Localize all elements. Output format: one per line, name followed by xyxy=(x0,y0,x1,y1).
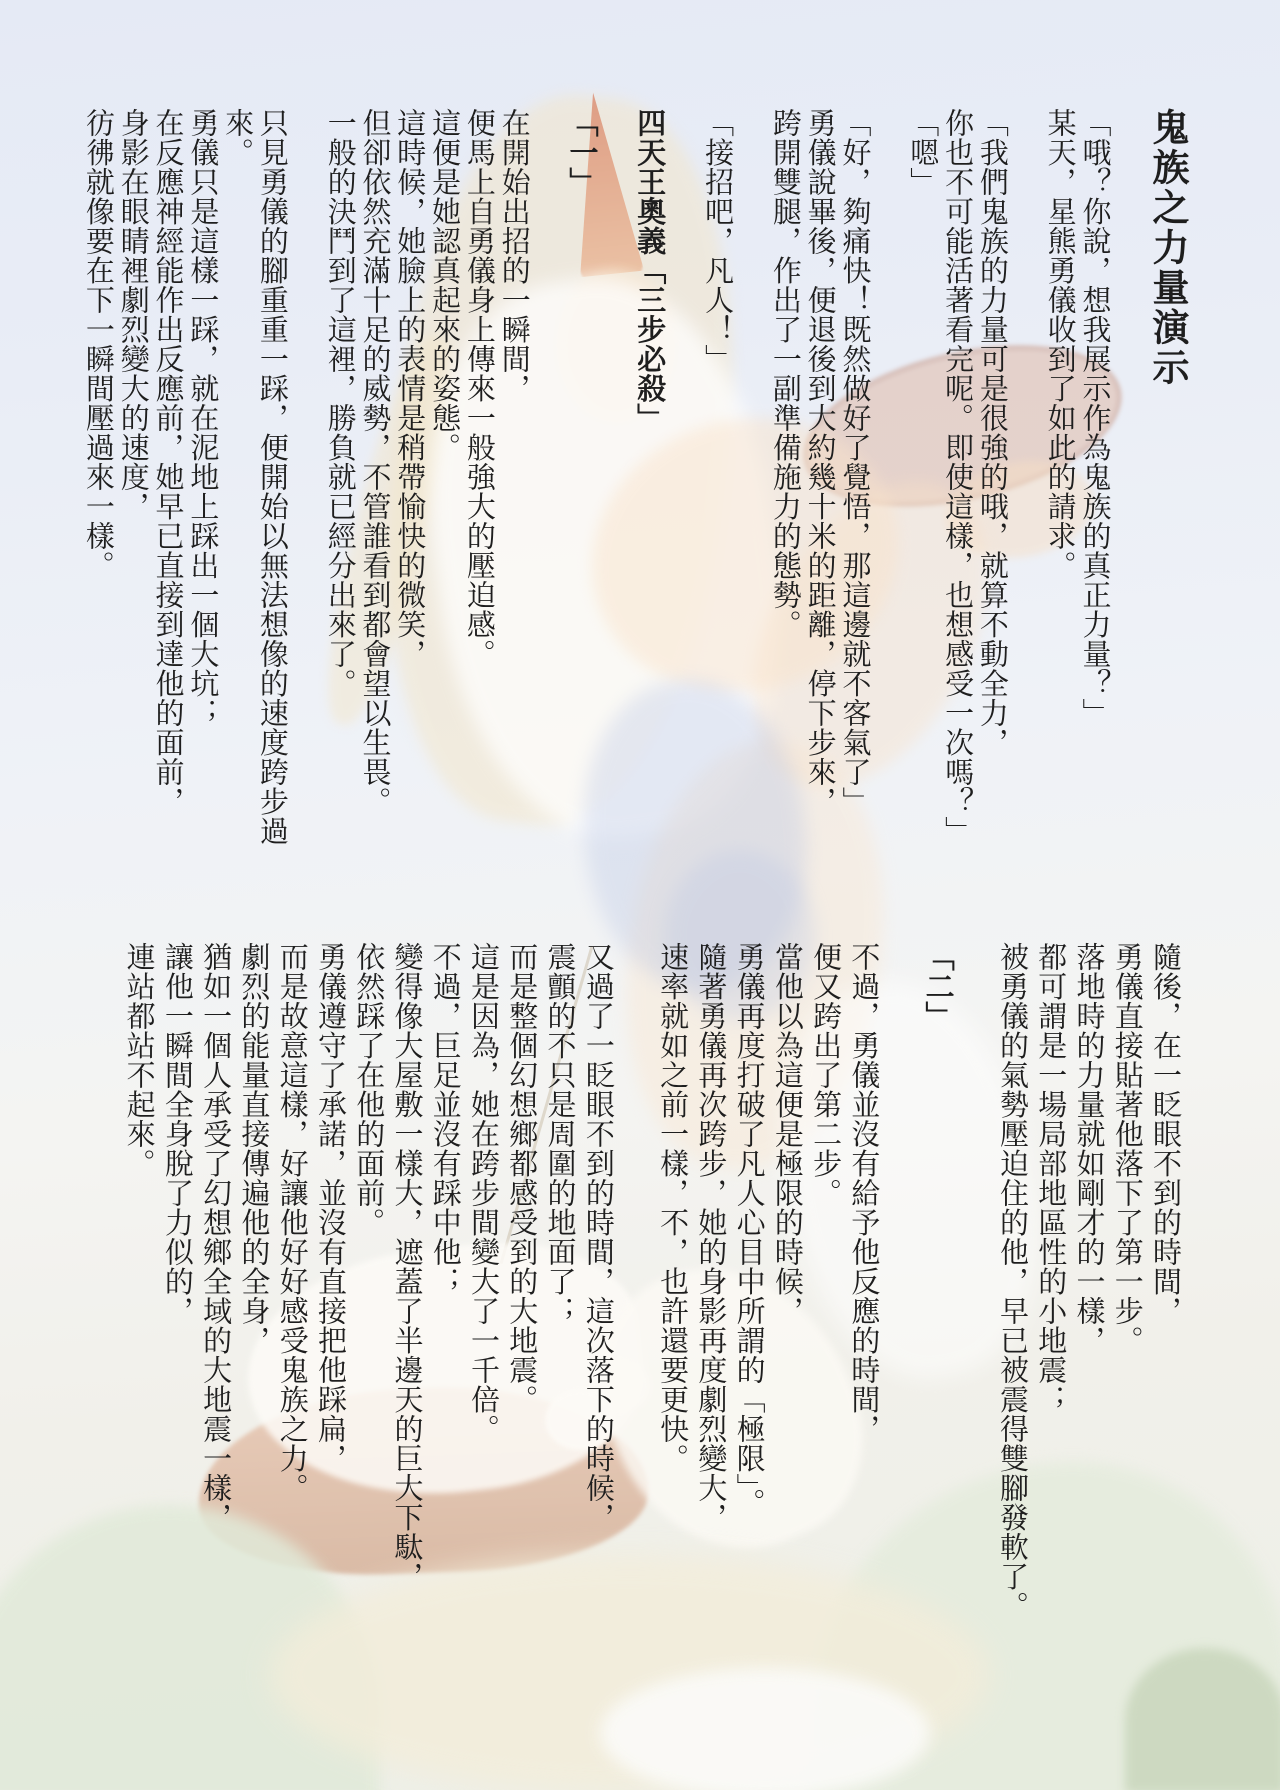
dialog-line: 「好，夠痛快！既然做好了覺悟，那這邊就不客氣了」 xyxy=(838,108,873,816)
story-section-1 xyxy=(81,108,1188,890)
narration: 這是因為，她在跨步間變大了一千倍。 xyxy=(467,942,502,1444)
narration: 又過了一眨眼不到的時間，這次落下的時候， xyxy=(581,942,616,1532)
narration: 勇儀遵守了承諾，並沒有直接把他踩扁， xyxy=(313,942,348,1473)
narration: 速率就如之前一樣，不，也許還要更快。 xyxy=(656,942,691,1473)
narration: 勇儀只是這樣一踩，就在泥地上踩出一個大坑； xyxy=(186,108,221,728)
narration: 只見勇儀的腳重重一踩，便開始以無法想像的速度跨步過來。 xyxy=(221,108,290,846)
dialog-line: 「嗯」 xyxy=(906,108,941,197)
narration: 便馬上自勇儀身上傳來一般強大的壓迫感。 xyxy=(462,108,497,669)
narration: 隨後，在一眨眼不到的時間， xyxy=(1149,942,1183,1326)
narration: 不過，巨足並沒有踩中他； xyxy=(428,942,463,1296)
narration: 在反應神經能作出反應前，她早已直接到達他的面前， xyxy=(151,108,186,816)
narration: 當他以為這便是極限的時候， xyxy=(770,942,805,1326)
narration: 身影在眼睛裡劇烈變大的速度， xyxy=(116,108,151,521)
bg-cloud-bottom xyxy=(600,1668,930,1790)
narration: 被勇儀的氣勢壓迫住的他，早已被震得雙腳發軟了。 xyxy=(995,942,1030,1621)
narration: 隨著勇儀再次跨步，她的身影再度劇烈變大， xyxy=(694,942,729,1532)
narration: 在開始出招的一瞬間， xyxy=(497,108,532,403)
narration: 這時候，她臉上的表情是稍帶愉快的微笑， xyxy=(393,108,428,669)
narration: 讓他一瞬間全身脫了力似的， xyxy=(160,942,195,1326)
dialog-line: 勇儀說畢後，便退後到大約幾十米的距離，停下步來， xyxy=(803,108,838,816)
narration: 這便是她認真起來的姿態。 xyxy=(428,108,463,462)
narration: 劇烈的能量直接傳遍他的全身， xyxy=(237,942,272,1355)
section-marker-one: 「一」 xyxy=(565,108,600,197)
dialog-line: 你也不可能活著看完呢。即使這樣，也想感受一次嗎？」 xyxy=(941,108,976,846)
narration: 震顫的不只是周圍的地面了； xyxy=(543,942,578,1326)
narration: 都可謂是一場局部地區性的小地震； xyxy=(1034,942,1069,1414)
story-section-2 xyxy=(120,942,1185,1650)
narration: 依然踩了在他的面前。 xyxy=(352,942,387,1237)
narration: 而是整個幻想鄉都感受到的大地震。 xyxy=(505,942,540,1414)
narration: 便又跨出了第二步。 xyxy=(809,942,844,1208)
bg-trees-dark-corner xyxy=(1125,1648,1280,1790)
narration: 彷彿就像要在下一瞬間壓過來一樣。 xyxy=(81,108,116,580)
dialog-line: 某天，星熊勇儀收到了如此的請求。 xyxy=(1043,108,1078,580)
dialog-line: 「哦？你說，想我展示作為鬼族的真正力量？」 xyxy=(1078,108,1113,728)
page-title: 鬼族之力量演示 xyxy=(1146,108,1189,388)
narration: 連站都站不起來。 xyxy=(122,942,157,1178)
narration: 勇儀再度打破了凡人心目中所謂的「極限」。 xyxy=(732,942,767,1518)
narration: 猶如一個人承受了幻想鄉全域的大地震一樣， xyxy=(199,942,234,1532)
dialog-line: 「我們鬼族的力量可是很強的哦，就算不動全力， xyxy=(975,108,1010,757)
special-move-name: 四天王奧義「三步必殺」 xyxy=(633,108,668,433)
section-marker-two: 「二」 xyxy=(921,942,956,1031)
dialog-line: 「接招吧，凡人！」 xyxy=(701,108,736,374)
narration: 勇儀直接貼著他落下了第一步。 xyxy=(1110,942,1145,1355)
narration: 而是故意這樣，好讓他好好感受鬼族之力。 xyxy=(275,942,310,1503)
narration: 但卻依然充滿十足的威勢，不管誰看到都會望以生畏。 xyxy=(358,108,393,816)
narration: 一般的決鬥到了這裡，勝負就已經分出來了。 xyxy=(323,108,358,698)
narration: 變得像大屋敷一樣大，遮蓋了半邊天的巨大下駄， xyxy=(390,942,425,1591)
dialog-line: 跨開雙腿，作出了一副準備施力的態勢。 xyxy=(768,108,803,639)
narration: 不過，勇儀並沒有給予他反應的時間， xyxy=(847,942,882,1444)
narration: 落地時的力量就如剛才的一樣， xyxy=(1072,942,1107,1355)
